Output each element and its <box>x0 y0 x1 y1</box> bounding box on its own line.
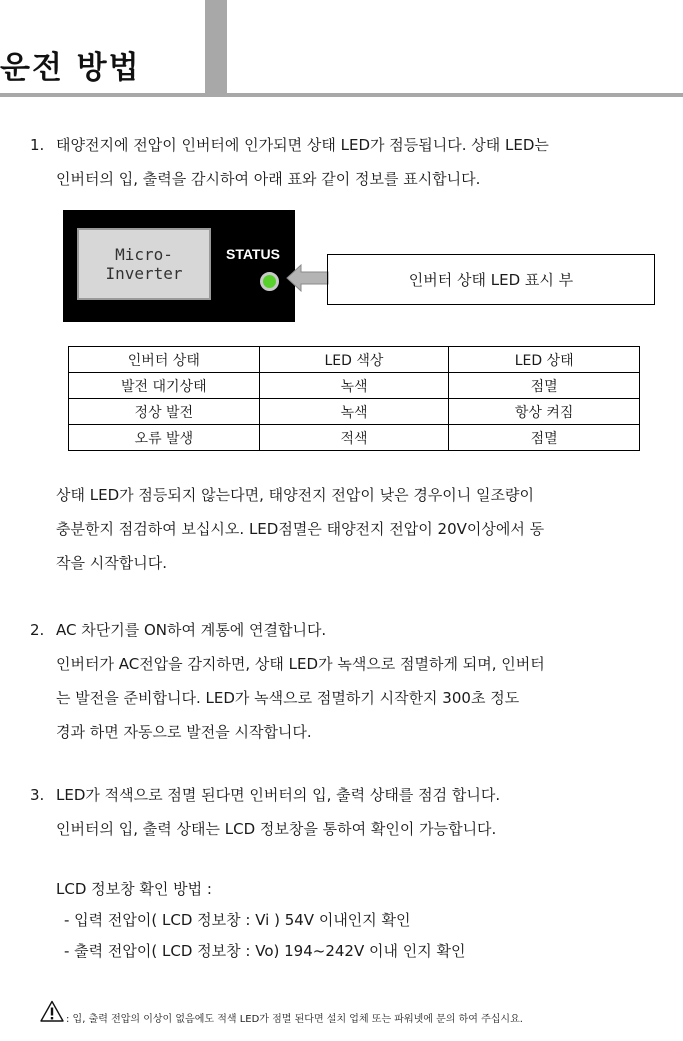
led-status-table <box>68 346 640 451</box>
step1-line2: 인버터의 입, 출력을 감시하여 아래 표와 같이 정보를 표시합니다. <box>56 170 481 188</box>
step3-block <box>30 778 670 846</box>
step2-number: 2. <box>30 621 45 639</box>
step2-line4: 경과 하면 자동으로 발전을 시작합니다. <box>56 723 312 741</box>
step1-block <box>30 128 670 196</box>
step2-line1: AC 차단기를 ON하여 계통에 연결합니다. <box>56 621 327 639</box>
table-header-cell: 인버터 상태 <box>69 347 260 373</box>
table-cell: 녹색 <box>259 399 449 425</box>
page-title: 운전 방법 <box>0 50 141 86</box>
table-cell: 발전 대기상태 <box>69 373 260 399</box>
table-cell: 점멸 <box>449 373 640 399</box>
warning-text: : 입, 출력 전압의 이상이 없음에도 적색 LED가 점멸 된다면 설치 업체 또는 파워넷에 문의 하여 주십시요. <box>66 1014 523 1025</box>
table-header-cell: LED 색상 <box>259 347 449 373</box>
inverter-device-panel <box>63 210 295 322</box>
note1-line2: 충분한지 점검하여 보십시오. LED점멸은 태양전지 전압이 20V이상에서 동 <box>56 520 545 538</box>
led-callout-box <box>327 254 655 305</box>
lcd-line2: Inverter <box>105 264 183 283</box>
table-row <box>69 399 640 425</box>
table-row <box>69 373 640 399</box>
led-callout-label: 인버터 상태 LED 표시 부 <box>408 271 574 289</box>
status-led-icon <box>260 272 279 291</box>
lcd-check-bullet-input: - 입력 전압이( LCD 정보창 : Vi ) 54V 이내인지 확인 <box>64 911 411 929</box>
table-header-cell: LED 상태 <box>449 347 640 373</box>
step2-line2: 인버터가 AC전압을 감지하면, 상태 LED가 녹색으로 점멸하게 되며, 인버터 <box>56 655 545 673</box>
table-cell: 정상 발전 <box>69 399 260 425</box>
header-accent-bar <box>205 0 227 96</box>
status-label: STATUS <box>226 246 280 262</box>
table-cell: 녹색 <box>259 373 449 399</box>
step3-number: 3. <box>30 786 45 804</box>
note1-line3: 작을 시작합니다. <box>56 554 167 572</box>
step2-line3: 는 발전을 준비합니다. LED가 녹색으로 점멸하기 시작한지 300초 정도 <box>56 689 520 707</box>
step3-line2: 인버터의 입, 출력 상태는 LCD 정보창을 통하여 확인이 가능합니다. <box>56 820 497 838</box>
header-divider <box>0 93 683 97</box>
table-cell: 항상 켜짐 <box>449 399 640 425</box>
step2-block <box>30 613 670 749</box>
table-row <box>69 425 640 451</box>
lcd-screen <box>77 228 211 300</box>
table-cell: 점멸 <box>449 425 640 451</box>
note1-line1: 상태 LED가 점등되지 않는다면, 태양전지 전압이 낮은 경우이니 일조량이 <box>56 486 535 504</box>
lcd-check-bullet-output: - 출력 전압이( LCD 정보창 : Vo) 194~242V 이내 인지 확인 <box>64 942 466 960</box>
warning-triangle-icon <box>40 1000 64 1022</box>
pointer-arrow-icon <box>285 263 329 293</box>
table-cell: 오류 발생 <box>69 425 260 451</box>
table-cell: 적색 <box>259 425 449 451</box>
lcd-line1: Micro- <box>115 245 173 264</box>
table-header-row <box>69 347 640 373</box>
lcd-check-title: LCD 정보창 확인 방법 : <box>56 880 212 898</box>
step3-line1: LED가 적색으로 점멸 된다면 인버터의 입, 출력 상태를 점검 합니다. <box>56 786 501 804</box>
note1-block <box>56 478 666 580</box>
step1-line1: 태양전지에 전압이 인버터에 인가되면 상태 LED가 점등됩니다. 상태 LED는 <box>56 136 549 154</box>
step1-number: 1. <box>30 136 45 154</box>
